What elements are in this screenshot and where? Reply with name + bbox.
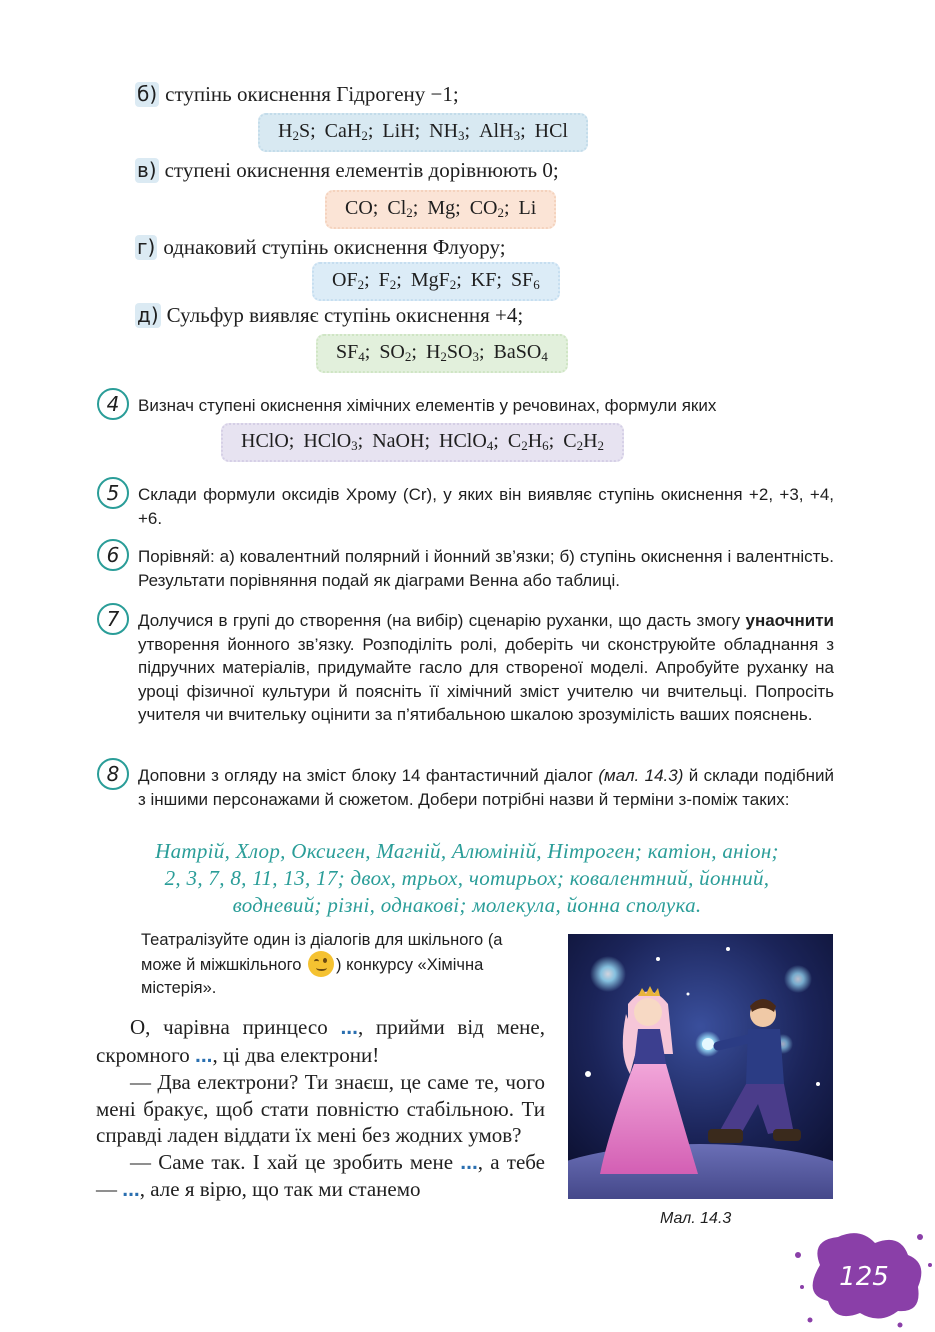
task8-text-before: Доповни з огляду на зміст блоку 14 фантастичний діалог bbox=[138, 766, 594, 785]
chemical-formula: MgF$_2$ bbox=[410, 269, 457, 292]
blank-dots: ... bbox=[122, 1178, 140, 1201]
task3-item-g bbox=[135, 235, 506, 260]
wink-emoji-icon bbox=[308, 951, 334, 977]
task7-bold-word: унаочнити bbox=[745, 611, 834, 630]
theatre-text-after: ) конкурсу «Хімічна містерія». bbox=[141, 956, 484, 997]
chemical-formula: HCl bbox=[534, 120, 568, 142]
task-number-5: 5 bbox=[97, 477, 129, 509]
task3-item-b bbox=[135, 82, 459, 107]
item-letter: д) bbox=[137, 303, 159, 327]
chemical-formula: $C_2H_6$ bbox=[507, 430, 549, 453]
task8-text-after: й склади подібний з іншими персонажами й сюжетом. Добери потрібні назви й терміни з-поміж таких: bbox=[138, 766, 834, 809]
page-number-badge bbox=[790, 1225, 935, 1332]
formula-box-d: $SF_4$; $SO_2$; $H_2SO_3$; BaSO$_4$ bbox=[316, 334, 568, 373]
chemical-formula: $H_2SO_3$ bbox=[425, 341, 479, 364]
task-number-8: 8 bbox=[97, 758, 129, 790]
blank-dots: ... bbox=[340, 1016, 358, 1039]
figure-caption: Мал. 14.3 bbox=[660, 1210, 732, 1227]
chemical-formula: $F_2$ bbox=[378, 269, 397, 292]
task4-text: Визнач ступені окиснення хімічних елементів у речовинах, формули яких bbox=[138, 396, 717, 415]
theatre-text-before: Театралізуйте один із діалогів для шкільного (а може й міжшкільного bbox=[141, 931, 503, 974]
chemical-formula: CaH$_2$ bbox=[324, 120, 368, 143]
task-number-4: 4 bbox=[97, 388, 129, 420]
item-text: ступінь окиснення Гідрогену −1; bbox=[165, 82, 459, 106]
task-number-7: 7 bbox=[97, 603, 129, 635]
chemical-formula: $SO_2$ bbox=[379, 341, 412, 364]
task6-text: Порівняй: а) ковалентний полярний і йонний зв’язки; б) ступінь окиснення і валентність. Результати порівняння подай як діаграми Венна або таблиці. bbox=[138, 547, 834, 590]
chemical-formula: Li bbox=[518, 197, 537, 219]
chemical-formula: $CO_2$ bbox=[469, 197, 504, 220]
chemical-formula: CO bbox=[345, 197, 373, 219]
formula-box-v: CO; $Cl_2$; Mg; $CO_2$; Li bbox=[325, 190, 556, 229]
item-letter: в) bbox=[137, 158, 157, 182]
chemical-formula: LiH bbox=[382, 120, 415, 142]
task5-text: Склади формули оксидів Хрому (Cr), у яких він виявляє ступінь окиснення +2, +3, +4, +6. bbox=[138, 485, 834, 528]
chemical-formula: HClO$_4$ bbox=[439, 430, 494, 453]
terms-list bbox=[92, 838, 842, 919]
chemical-formula: BaSO$_4$ bbox=[493, 341, 548, 364]
item-letter: г) bbox=[137, 235, 156, 259]
formula-box-b: $H_2S$; CaH$_2$; LiH; $NH_3$; AlH$_3$; HCl bbox=[258, 113, 588, 152]
figure-reference: (мал. 14.3) bbox=[598, 766, 684, 785]
chemical-formula: $C_2H_2$ bbox=[563, 430, 605, 453]
item-text: Сульфур виявляє ступінь окиснення +4; bbox=[166, 303, 524, 327]
terms-line-1: Натрій, Хлор, Оксиген, Магній, Алюміній, Нітроген; катіон, аніон; bbox=[155, 839, 779, 863]
chemical-formula: $SF_4$ bbox=[336, 341, 365, 364]
item-text: однаковий ступінь окиснення Флуору; bbox=[163, 235, 506, 259]
dialog-paragraph-1: О, чарівна принцесо ..., прийми від мене, скромного ..., ці два електрони! bbox=[96, 1015, 545, 1067]
task3-item-v bbox=[135, 158, 559, 183]
page-number: 125 bbox=[839, 1262, 889, 1292]
task3-item-d bbox=[135, 303, 523, 328]
chemical-formula: NaOH bbox=[372, 430, 425, 452]
blank-dots: ... bbox=[195, 1043, 213, 1067]
terms-line-2: 2, 3, 7, 8, 11, 13, 17; двох, трьох, чотирьох; ковалентний, йонний, bbox=[164, 866, 770, 890]
chemical-formula: HClO$_3$ bbox=[303, 430, 358, 453]
formula-box-4: HClO; HClO$_3$; NaOH; HClO$_4$; $C_2H_6$; $C_2H_2$ bbox=[221, 423, 624, 462]
terms-line-3: водневий; різні, однакові; молекула, йонна сполука. bbox=[232, 893, 702, 917]
task8-text bbox=[138, 764, 834, 811]
dialog-paragraph-3: — Саме так. І хай це зробить мене ..., а тебе — ..., але я вірю, що так ми станемо bbox=[96, 1149, 546, 1201]
chemical-formula: Mg bbox=[427, 197, 456, 219]
chemical-formula: HClO bbox=[241, 430, 289, 452]
task7-text-after: утворення йонного зв’язку. Розподіліть ролі, доберіть чи сконструюйте обладнання з підручних матеріалів, придумайте гасло для створеної моделі. Апробуйте руханку на уроці фізичної культури й поясніть її хімічний зміст учителю чи вчительці. Попросіть учителя чи вчительку оцінити за п’ятибальною шкалою зрозумілість ваших пояснень. bbox=[138, 634, 834, 724]
formula-box-g: $OF_2$; $F_2$; MgF$_2$; KF; $SF_6$ bbox=[312, 262, 560, 301]
blank-dots: ... bbox=[460, 1150, 478, 1174]
theatre-note bbox=[141, 929, 545, 999]
task-number-6: 6 bbox=[97, 539, 129, 571]
item-text: ступені окиснення елементів дорівнюють 0; bbox=[164, 158, 559, 182]
task7-text-before: Долучися в групі до створення (на вибір) сценарію руханки, що дасть змогу bbox=[138, 611, 741, 630]
item-letter: б) bbox=[137, 82, 158, 106]
chemical-formula: $NH_3$ bbox=[429, 120, 465, 143]
chemical-formula: $H_2S$ bbox=[278, 120, 311, 143]
illustration-prince-princess bbox=[568, 934, 833, 1199]
dialog-paragraph-2: — Два електрони? Ти знаєш, це саме те, чого мені бракує, щоб стати повністю стабільною. Ти справді ладен віддати їх мені без жодних умов? bbox=[96, 1070, 545, 1147]
chemical-formula: $OF_2$ bbox=[332, 269, 365, 292]
chemical-formula: $SF_6$ bbox=[510, 269, 540, 292]
chemical-formula: AlH$_3$ bbox=[479, 120, 521, 143]
task7-text bbox=[138, 609, 834, 727]
dialog-text bbox=[96, 1014, 545, 1204]
chemical-formula: $Cl_2$ bbox=[387, 197, 413, 220]
chemical-formula: KF bbox=[470, 269, 497, 291]
